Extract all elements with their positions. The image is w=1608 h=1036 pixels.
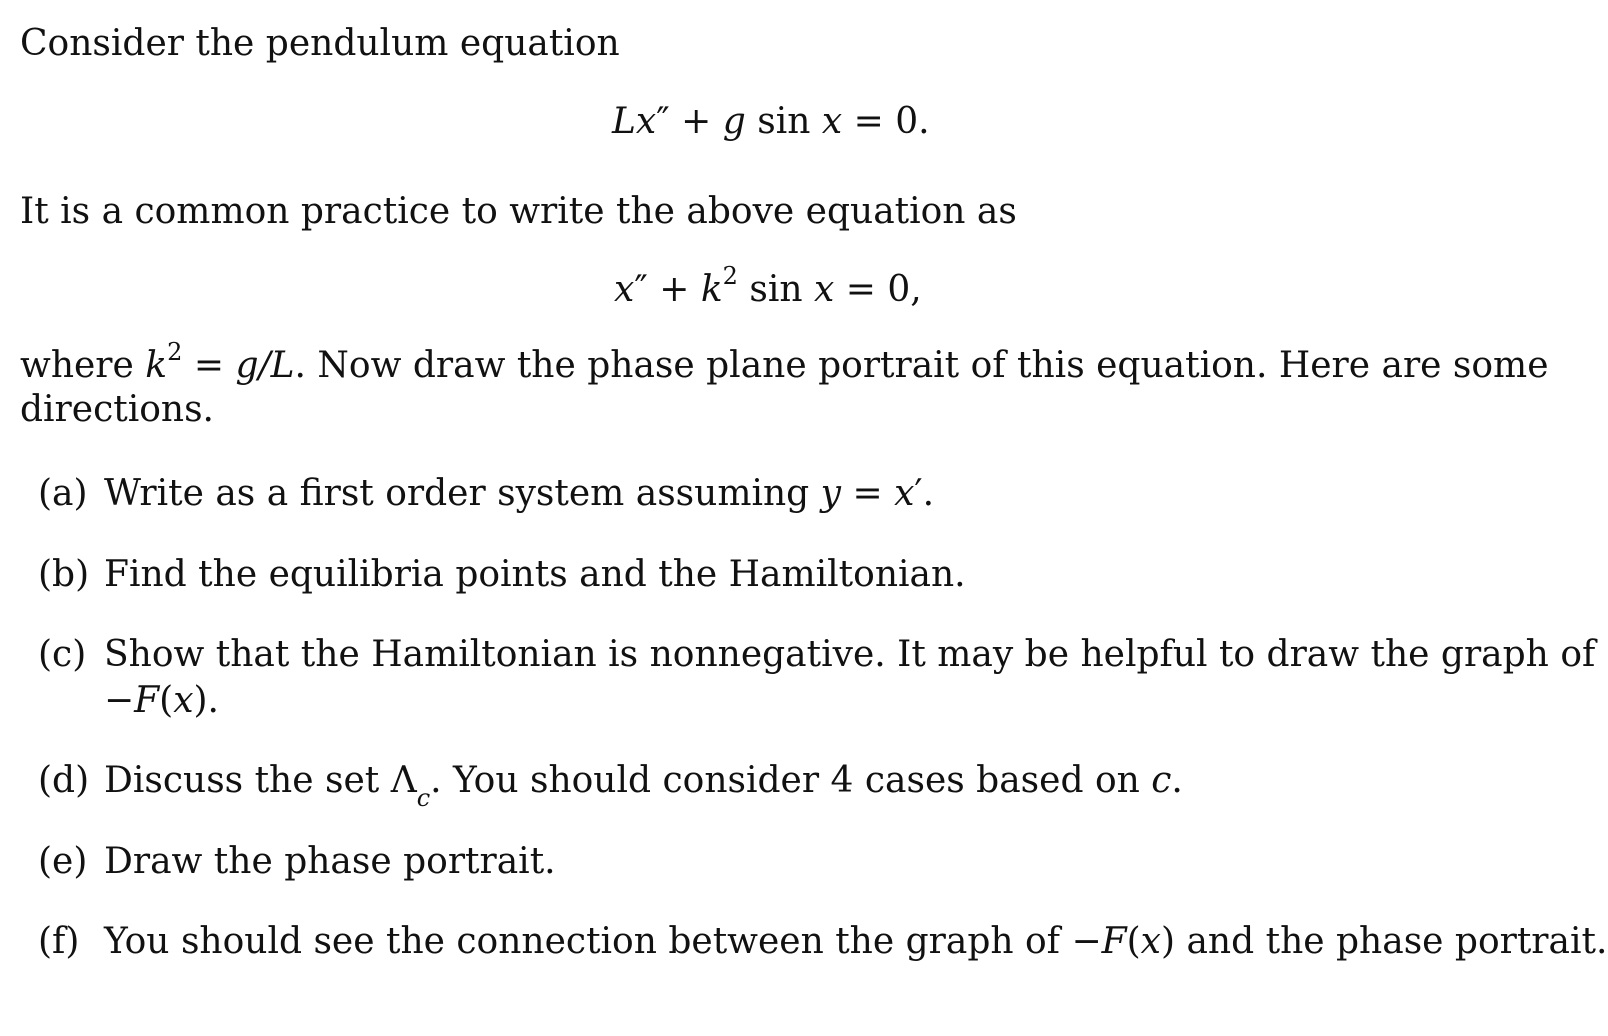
item-e-text: Draw the phase portrait. <box>104 841 556 882</box>
item-f-before: You should see the connection between the graph of <box>104 921 1072 962</box>
eq1-sin: sin <box>745 101 822 142</box>
item-d-lambda: Λ <box>390 760 417 801</box>
eq2-x: x <box>614 269 635 310</box>
item-e-label: (e) <box>38 841 88 882</box>
eq1-x: x <box>635 101 657 142</box>
item-d-label: (d) <box>38 760 90 801</box>
item-c-open: ( <box>159 680 174 721</box>
line3-rest: . Now draw the phase plane portrait of this equation. Here are some <box>294 345 1549 386</box>
equation-2 <box>614 262 922 312</box>
intro-line-2: It is a common practice to write the above equation as <box>20 191 1017 232</box>
intro-line-3 <box>20 338 1549 388</box>
item-b-label: (b) <box>38 554 90 595</box>
eq1-x2: x <box>821 101 843 142</box>
item-a-after: . <box>922 473 935 514</box>
intro-line-4: directions. <box>20 389 214 430</box>
eq2-exponent: 2 <box>722 262 738 290</box>
item-c-close: ). <box>193 680 220 721</box>
eq1-prime: ″ <box>656 101 670 142</box>
eq2-k: k <box>700 269 723 310</box>
item-c-label: (c) <box>38 634 87 675</box>
item-d-mid: . You should consider 4 cases based on <box>430 760 1152 801</box>
item-a-eq: = <box>841 473 895 514</box>
line3-equals: = <box>182 345 236 386</box>
item-f-x: x <box>1140 921 1161 962</box>
item-c-minus: − <box>104 680 135 721</box>
eq1-g: g <box>722 101 746 142</box>
item-a-prime: ′ <box>914 473 923 514</box>
item-d-after: . <box>1171 760 1183 801</box>
eq2-x2: x <box>814 269 835 310</box>
eq1-equals: = 0. <box>842 101 930 142</box>
item-d-sub: c <box>416 784 431 813</box>
item-a-x: x <box>894 473 915 514</box>
item-c-text-line-2 <box>104 679 219 723</box>
item-c-F: F <box>134 680 160 721</box>
intro-line-1: Consider the pendulum equation <box>20 23 620 64</box>
item-a-y: y <box>820 473 842 514</box>
item-f-F: F <box>1101 921 1127 962</box>
line3-where: where <box>20 345 146 386</box>
item-a-label: (a) <box>38 473 88 514</box>
item-d-text <box>104 759 1183 813</box>
item-f-close: ) <box>1160 921 1176 962</box>
item-f-label: (f) <box>38 921 80 962</box>
eq2-equals: = 0, <box>834 269 922 310</box>
eq1-L: L <box>612 101 636 142</box>
item-f-after: and the phase portrait. <box>1175 921 1608 962</box>
item-c-text-line-1: Show that the Hamiltonian is nonnegative. It may be helpful to draw the graph of <box>104 634 1596 675</box>
eq1-plus: + <box>669 101 723 142</box>
equation-1 <box>612 100 930 144</box>
item-a-before: Write as a first order system assuming <box>104 473 821 514</box>
eq2-prime: ″ <box>634 269 648 310</box>
eq2-sin: sin <box>737 269 814 310</box>
item-f-text <box>104 920 1607 964</box>
item-d-before: Discuss the set <box>104 760 391 801</box>
item-b-text: Find the equilibria points and the Hamiltonian. <box>104 554 966 595</box>
item-a-text <box>104 472 934 516</box>
line3-k: k <box>145 345 168 386</box>
line3-gL: g/L <box>235 345 295 386</box>
item-c-x: x <box>173 680 194 721</box>
item-f-minus: − <box>1071 921 1102 962</box>
line3-exponent: 2 <box>167 338 183 366</box>
item-f-open: ( <box>1126 921 1141 962</box>
eq2-plus: + <box>647 269 701 310</box>
item-d-c: c <box>1151 760 1172 801</box>
